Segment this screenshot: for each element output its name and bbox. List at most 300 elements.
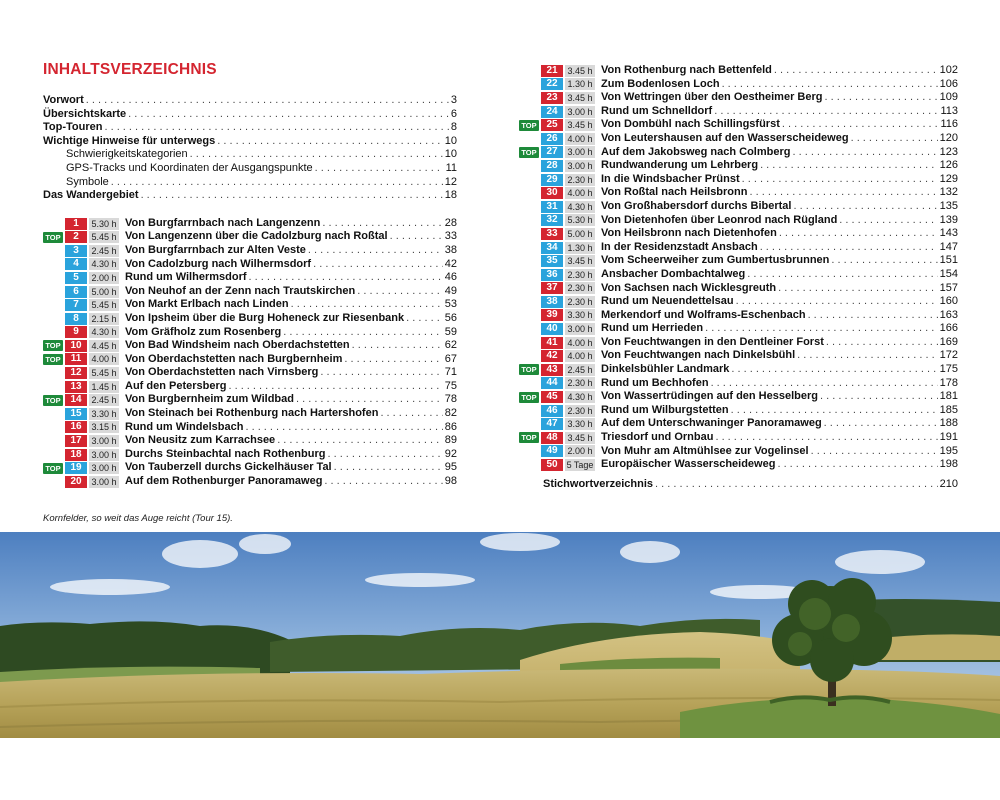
tour-duration: 2.30 h <box>565 296 595 308</box>
tour-number-badge: 9 <box>65 326 87 338</box>
entry-title: Schwierigkeitskategorien <box>66 148 188 161</box>
tour-page: 188 <box>939 417 958 430</box>
dot-leader <box>711 377 938 391</box>
dot-leader <box>190 148 443 162</box>
tour-title: Rund um Wilburgstetten <box>601 403 729 416</box>
tour-entry[interactable] <box>519 322 958 336</box>
toc-heading: INHALTSVERZEICHNIS <box>43 61 217 78</box>
tour-title: Von Burgfarrnbach nach Langenzenn <box>125 216 321 229</box>
tour-entry[interactable] <box>519 431 958 445</box>
dot-leader <box>324 475 442 489</box>
tour-duration: 4.00 h <box>565 133 595 145</box>
tour-title: Von Rothenburg nach Bettenfeld <box>601 64 772 76</box>
entry-page: 10 <box>444 148 457 161</box>
tour-entry[interactable] <box>519 200 958 214</box>
tour-title: Von Oberdachstetten nach Burgbernheim <box>125 352 343 365</box>
dot-leader <box>344 353 442 367</box>
top-badge-spacer <box>43 218 65 229</box>
tour-title: Rund um Windelsbach <box>125 420 244 433</box>
tour-number-badge: 22 <box>541 78 563 90</box>
tour-entry[interactable] <box>43 285 457 299</box>
dot-leader <box>352 339 443 353</box>
dot-leader <box>217 135 442 149</box>
tour-number-badge: 25 <box>541 119 563 131</box>
tour-entry[interactable] <box>519 282 958 296</box>
dot-leader <box>774 64 938 78</box>
tour-duration: 4.00 h <box>565 187 595 199</box>
dot-leader <box>824 417 938 431</box>
dot-leader <box>705 322 938 336</box>
tour-title: Von Burgfarrnbach zur Alten Veste <box>125 243 306 256</box>
dot-leader <box>104 121 448 135</box>
tour-duration: 1.45 h <box>89 381 119 393</box>
tour-entry[interactable] <box>519 146 958 160</box>
dot-leader <box>782 118 939 132</box>
tour-number-badge: 4 <box>65 258 87 270</box>
dot-leader <box>283 326 442 340</box>
tour-title: Auf dem Jakobsweg nach Colmberg <box>601 145 791 158</box>
landscape-photo <box>0 532 1000 738</box>
dot-leader <box>357 285 443 299</box>
tour-entry[interactable] <box>519 404 958 418</box>
tour-entry[interactable] <box>519 336 958 350</box>
tour-entry[interactable] <box>43 230 457 244</box>
top-badge-spacer <box>519 378 541 389</box>
tour-duration: 3.00 h <box>89 435 119 447</box>
tour-entry[interactable] <box>519 91 958 105</box>
tour-entry[interactable] <box>519 349 958 363</box>
tour-entry[interactable] <box>43 353 457 367</box>
tour-number-badge: 21 <box>541 65 563 77</box>
dot-leader <box>320 366 442 380</box>
tour-title: Von Bad Windsheim nach Oberdachstetten <box>125 339 350 352</box>
tour-entry[interactable] <box>519 227 958 241</box>
top-tour-badge: TOP <box>43 395 63 406</box>
dot-leader <box>760 159 938 173</box>
dot-leader <box>406 312 443 326</box>
tour-page: 95 <box>444 461 457 474</box>
tour-page: 178 <box>939 376 958 389</box>
dot-leader <box>722 78 938 92</box>
top-badge-spacer <box>519 460 541 471</box>
tour-entry[interactable] <box>43 217 457 231</box>
tour-page: 33 <box>444 230 457 243</box>
tour-page: 163 <box>939 308 958 321</box>
tour-number-badge: 35 <box>541 255 563 267</box>
toc-entry[interactable] <box>43 94 457 108</box>
tour-title: Von Großhabersdorf durchs Bibertal <box>601 199 792 212</box>
tour-page: 185 <box>939 403 958 416</box>
tour-number-badge: 39 <box>541 309 563 321</box>
tour-page: 28 <box>444 216 457 229</box>
tour-duration: 2.30 h <box>565 377 595 389</box>
top-badge-spacer <box>519 228 541 239</box>
top-badge-spacer <box>519 405 541 416</box>
tour-duration: 3.00 h <box>89 476 119 488</box>
top-badge-spacer <box>519 324 541 335</box>
tour-duration: 4.00 h <box>565 337 595 349</box>
tour-duration: 4.30 h <box>89 258 119 270</box>
tour-entry[interactable] <box>519 214 958 228</box>
tour-entry[interactable] <box>43 407 457 421</box>
tour-page: 169 <box>939 335 958 348</box>
photo-caption: Kornfelder, so weit das Auge reicht (Tour 15). <box>43 513 233 524</box>
toc-entry[interactable] <box>43 135 457 149</box>
tour-entry[interactable] <box>43 298 457 312</box>
tour-number-badge: 15 <box>65 408 87 420</box>
dot-leader <box>820 390 938 404</box>
toc-entry[interactable] <box>43 189 457 203</box>
tour-title: Auf den Petersberg <box>125 379 227 392</box>
tour-entry[interactable] <box>519 445 958 459</box>
dot-leader <box>808 309 938 323</box>
top-badge-spacer <box>43 422 65 433</box>
dot-leader <box>390 230 443 244</box>
tour-duration: 5.30 h <box>89 218 119 230</box>
tour-entry[interactable] <box>43 380 457 394</box>
tour-entry[interactable] <box>43 271 457 285</box>
tour-entry[interactable] <box>43 434 457 448</box>
top-badge-spacer <box>519 419 541 430</box>
dot-leader <box>315 162 444 176</box>
dot-leader <box>742 173 938 187</box>
tour-page: 75 <box>444 379 457 392</box>
dot-leader <box>714 105 938 119</box>
tour-number-badge: 41 <box>541 337 563 349</box>
tour-duration: 3.45 h <box>565 432 595 444</box>
top-badge-spacer <box>519 160 541 171</box>
tour-page: 166 <box>939 322 958 335</box>
tour-duration: 5.00 h <box>565 228 595 240</box>
dot-leader <box>736 295 938 309</box>
tour-page: 126 <box>939 159 958 172</box>
entry-title: Symbole <box>66 175 109 188</box>
entry-title: Übersichtskarte <box>43 107 127 120</box>
toc-entry[interactable] <box>43 108 457 122</box>
tour-title: Dinkelsbühler Landmark <box>601 363 730 376</box>
entry-page: 3 <box>450 94 457 106</box>
toc-entry[interactable] <box>43 121 457 135</box>
tour-entry[interactable] <box>519 363 958 377</box>
toc-entry-index[interactable] <box>519 478 958 492</box>
tour-entry[interactable] <box>519 417 958 431</box>
tour-entry[interactable] <box>43 461 457 475</box>
top-badge-spacer <box>519 446 541 457</box>
top-badge-spacer <box>519 269 541 280</box>
dot-leader <box>760 241 938 255</box>
tour-page: 67 <box>444 352 457 365</box>
tour-duration: 2.15 h <box>89 313 119 325</box>
tour-entry[interactable] <box>519 254 958 268</box>
tour-number-badge: 18 <box>65 449 87 461</box>
tour-number-badge: 49 <box>541 445 563 457</box>
tour-page: 160 <box>939 295 958 308</box>
entry-page: 12 <box>444 175 457 188</box>
tour-duration: 3.30 h <box>89 408 119 420</box>
tour-entry[interactable] <box>519 64 958 78</box>
tour-page: 46 <box>444 271 457 284</box>
tour-entry[interactable] <box>519 241 958 255</box>
top-badge-spacer <box>519 79 541 90</box>
entry-title: GPS-Tracks und Koordinaten der Ausgangspunkte <box>66 161 313 174</box>
tour-entry[interactable] <box>519 159 958 173</box>
tour-entry[interactable] <box>519 118 958 132</box>
dot-leader <box>731 404 938 418</box>
top-tour-badge: TOP <box>43 232 63 243</box>
top-badge-spacer <box>43 313 65 324</box>
top-badge-spacer <box>519 242 541 253</box>
tour-number-badge: 11 <box>65 353 87 365</box>
tour-page: 62 <box>444 339 457 352</box>
dot-leader <box>777 458 937 472</box>
toc-right-column <box>519 64 958 491</box>
tour-number-badge: 43 <box>541 364 563 376</box>
tour-page: 181 <box>939 390 958 403</box>
tour-number-badge: 38 <box>541 296 563 308</box>
tour-entry[interactable] <box>43 244 457 258</box>
tour-title: Von Feuchtwangen in den Dentleiner Forst <box>601 335 824 348</box>
tour-duration: 5.45 h <box>89 367 119 379</box>
dot-leader <box>749 186 937 200</box>
dot-leader <box>380 407 442 421</box>
toc-entry[interactable] <box>43 162 457 176</box>
tour-entry[interactable] <box>519 295 958 309</box>
tour-page: 49 <box>444 284 457 297</box>
tour-page: 191 <box>939 431 958 444</box>
tour-duration: 2.45 h <box>89 394 119 406</box>
tour-title: Von Langenzenn über die Cadolzburg nach Roßtal <box>125 230 388 243</box>
dot-leader <box>839 214 937 228</box>
tour-entry[interactable] <box>519 377 958 391</box>
tour-page: 89 <box>444 434 457 447</box>
tour-entry[interactable] <box>43 393 457 407</box>
top-badge-spacer <box>519 201 541 212</box>
tour-number-badge: 31 <box>541 201 563 213</box>
entry-title: Top-Touren <box>43 121 103 134</box>
tour-duration: 4.00 h <box>89 353 119 365</box>
tour-entry[interactable] <box>43 258 457 272</box>
top-badge-spacer <box>43 272 65 283</box>
dot-leader <box>277 434 443 448</box>
tour-title: Von Neusitz zum Karrachsee <box>125 434 276 447</box>
tour-page: 71 <box>444 366 457 379</box>
dot-leader <box>851 132 938 146</box>
tour-number-badge: 40 <box>541 323 563 335</box>
tour-duration: 3.30 h <box>565 418 595 430</box>
top-badge-spacer <box>519 296 541 307</box>
tour-entry[interactable] <box>519 309 958 323</box>
tour-page: 147 <box>939 240 958 253</box>
dot-leader <box>655 478 938 492</box>
tour-entry[interactable] <box>43 448 457 462</box>
tour-number-badge: 19 <box>65 462 87 474</box>
tour-title: Rund um Herrieden <box>601 322 704 335</box>
tour-title: Zum Bodenlosen Loch <box>601 77 720 90</box>
toc-entry[interactable] <box>43 148 457 162</box>
tour-number-badge: 27 <box>541 146 563 158</box>
tour-title: Von Wettringen über den Oestheimer Berg <box>601 91 823 104</box>
tour-title: Von Ipsheim über die Burg Hoheneck zur Riesenbank <box>125 311 405 324</box>
top-badge-spacer <box>43 300 65 311</box>
dot-leader <box>111 176 443 190</box>
tour-title: Von Dombühl nach Schillingsfürst <box>601 118 780 131</box>
tour-title: Von Roßtal nach Heilsbronn <box>601 186 748 199</box>
tour-duration: 1.30 h <box>565 78 595 90</box>
tour-duration: 5.45 h <box>89 299 119 311</box>
tour-page: 120 <box>939 131 958 144</box>
tour-page: 116 <box>940 118 958 131</box>
tour-title: Merkendorf und Wolframs-Eschenbach <box>601 308 806 321</box>
tour-title: Triesdorf und Ornbau <box>601 431 714 444</box>
tour-number-badge: 48 <box>541 432 563 444</box>
tour-page: 175 <box>939 363 958 376</box>
tour-title: Auf dem Rothenburger Panoramaweg <box>125 475 323 488</box>
tour-number-badge: 5 <box>65 272 87 284</box>
tour-title: Rund um Neuendettelsau <box>601 295 734 308</box>
tour-title: Von Leutershausen auf den Wasserscheideweg <box>601 131 849 144</box>
tour-page: 102 <box>939 64 958 76</box>
tour-number-badge: 29 <box>541 174 563 186</box>
tour-title: Rundwanderung um Lehrberg <box>601 159 759 172</box>
tour-duration: 3.00 h <box>565 160 595 172</box>
tour-list-right <box>519 64 958 472</box>
top-badge-spacer <box>43 476 65 487</box>
entry-page: 11 <box>445 161 457 174</box>
tour-page: 92 <box>444 447 457 460</box>
dot-leader <box>792 146 937 160</box>
tour-page: 143 <box>939 227 958 240</box>
tour-duration: 3.45 h <box>565 255 595 267</box>
tour-number-badge: 30 <box>541 187 563 199</box>
tour-number-badge: 12 <box>65 367 87 379</box>
tour-number-badge: 44 <box>541 377 563 389</box>
toc-entry[interactable] <box>43 176 457 190</box>
tour-duration: 4.30 h <box>565 391 595 403</box>
entry-page: 18 <box>444 189 457 202</box>
dot-leader <box>334 461 443 475</box>
dot-leader <box>141 189 443 203</box>
tour-title: Vom Gräfholz zum Rosenberg <box>125 325 282 338</box>
tour-page: 42 <box>444 257 457 270</box>
top-badge-spacer <box>43 327 65 338</box>
tour-duration: 4.45 h <box>89 340 119 352</box>
tour-entry[interactable] <box>43 326 457 340</box>
tour-duration: 5 Tage <box>566 460 594 471</box>
tour-number-badge: 6 <box>65 286 87 298</box>
tour-entry[interactable] <box>43 339 457 353</box>
tour-number-badge: 33 <box>541 228 563 240</box>
tour-title: Von Neuhof an der Zenn nach Trautskirchen <box>125 284 356 297</box>
dot-leader <box>291 298 443 312</box>
tour-entry[interactable] <box>43 312 457 326</box>
top-badge-spacer <box>43 368 65 379</box>
top-tour-badge: TOP <box>519 364 539 375</box>
tour-number-badge: 16 <box>65 421 87 433</box>
tour-page: 56 <box>444 311 457 324</box>
dot-leader <box>313 258 443 272</box>
tour-duration: 2.00 h <box>89 272 119 284</box>
top-tour-badge: TOP <box>43 463 63 474</box>
tour-number-badge: 32 <box>541 214 563 226</box>
top-badge-spacer <box>519 215 541 226</box>
tour-title: Von Muhr am Altmühlsee zur Vogelinsel <box>601 444 809 457</box>
tour-duration: 3.30 h <box>565 309 595 321</box>
tour-page: 129 <box>939 172 958 185</box>
top-badge-spacer <box>519 351 541 362</box>
tour-duration: 4.30 h <box>565 201 595 213</box>
tour-entry[interactable] <box>519 173 958 187</box>
tour-number-badge: 24 <box>541 106 563 118</box>
tour-entry[interactable] <box>519 132 958 146</box>
tour-duration: 2.30 h <box>565 269 595 281</box>
tour-entry[interactable] <box>519 186 958 200</box>
tour-title: Vom Scheerweiher zum Gumbertusbrunnen <box>601 254 830 267</box>
tour-number-badge: 28 <box>541 160 563 172</box>
dot-leader <box>322 217 442 231</box>
top-badge-spacer <box>43 259 65 270</box>
top-badge-spacer <box>43 286 65 297</box>
tour-page: 98 <box>444 475 457 488</box>
tour-number-badge: 14 <box>65 394 87 406</box>
tour-number-badge: 17 <box>65 435 87 447</box>
top-badge-spacer <box>43 381 65 392</box>
tour-duration: 2.30 h <box>565 282 595 294</box>
tour-page: 113 <box>940 104 958 117</box>
tour-page: 86 <box>444 420 457 433</box>
tour-page: 123 <box>939 145 958 158</box>
tour-entry[interactable] <box>519 390 958 404</box>
tour-duration: 3.00 h <box>565 106 595 118</box>
tour-number-badge: 46 <box>541 405 563 417</box>
tour-title: Von Heilsbronn nach Dietenhofen <box>601 227 777 240</box>
tour-entry[interactable] <box>519 105 958 119</box>
tour-entry[interactable] <box>43 366 457 380</box>
tour-entry[interactable] <box>519 268 958 282</box>
tour-duration: 3.15 h <box>89 421 119 433</box>
tour-list-left <box>43 217 457 489</box>
tour-title: Durchs Steinbachtal nach Rothenburg <box>125 447 326 460</box>
dot-leader <box>794 200 938 214</box>
tour-title: Von Burgbernheim zum Wildbad <box>125 393 294 406</box>
top-badge-spacer <box>43 245 65 256</box>
tour-entry[interactable] <box>519 78 958 92</box>
entry-page: 210 <box>939 477 958 490</box>
top-badge-spacer <box>519 310 541 321</box>
tour-title: Von Cadolzburg nach Wilhermsdorf <box>125 257 312 270</box>
top-tour-badge: TOP <box>519 147 539 158</box>
tour-title: Ansbacher Dombachtalweg <box>601 267 746 280</box>
tour-number-badge: 20 <box>65 476 87 488</box>
dot-leader <box>228 380 442 394</box>
tour-entry[interactable] <box>43 421 457 435</box>
tour-duration: 2.30 h <box>565 405 595 417</box>
top-tour-badge: TOP <box>519 432 539 443</box>
top-badge-spacer <box>519 65 541 76</box>
tour-number-badge: 1 <box>65 218 87 230</box>
tour-entry[interactable] <box>519 458 958 472</box>
tour-number-badge: 37 <box>541 282 563 294</box>
top-badge-spacer <box>519 188 541 199</box>
tour-page: 59 <box>444 325 457 338</box>
dot-leader <box>327 448 442 462</box>
entry-page: 6 <box>450 107 457 120</box>
tour-entry[interactable] <box>43 475 457 489</box>
tour-duration: 3.45 h <box>565 92 595 104</box>
tour-page: 151 <box>939 254 958 267</box>
tour-duration: 3.00 h <box>89 449 119 461</box>
tour-page: 53 <box>444 298 457 311</box>
tour-duration: 2.45 h <box>565 364 595 376</box>
